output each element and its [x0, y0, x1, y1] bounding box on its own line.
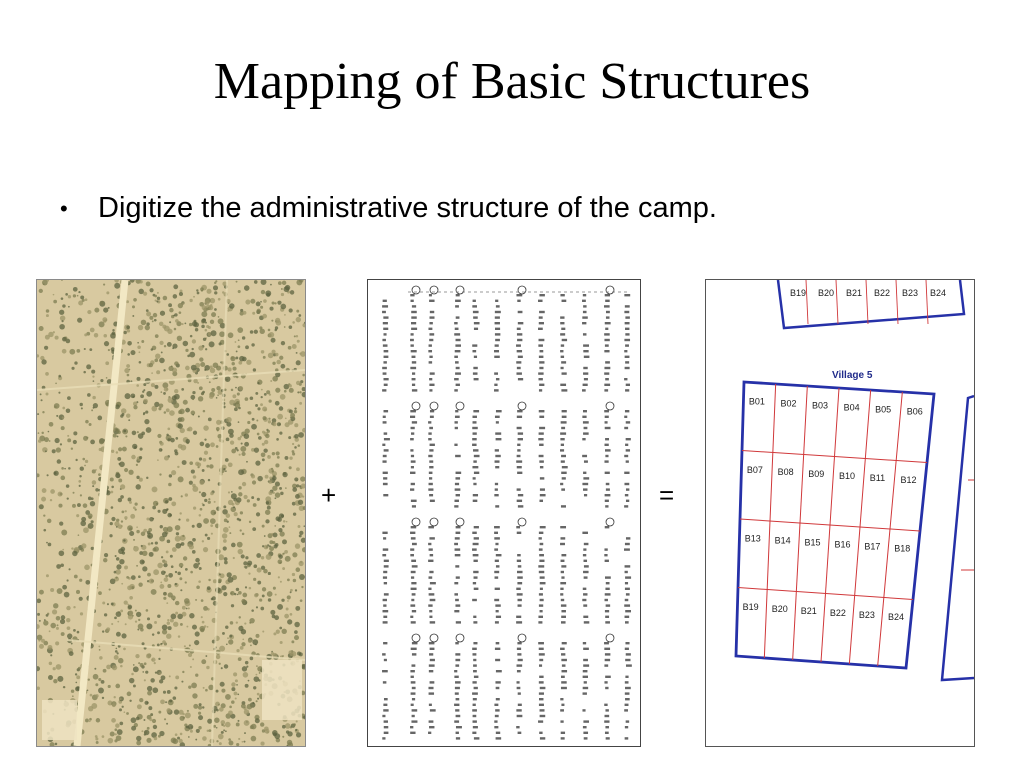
- top-block-label: B22: [874, 288, 891, 298]
- block-label: B02: [780, 398, 797, 409]
- top-block-label: B23: [902, 288, 919, 298]
- bullet-dot-icon: •: [60, 195, 68, 221]
- block-label: B15: [804, 537, 821, 548]
- aerial-photo-image: [37, 280, 305, 746]
- block-label: B23: [858, 609, 875, 620]
- village-label: Village 5: [832, 370, 873, 381]
- block-label: B08: [777, 466, 794, 477]
- block-label: B22: [829, 607, 846, 618]
- top-block-label: B19: [790, 288, 807, 298]
- aerial-photo: [36, 279, 306, 747]
- slide-title: Mapping of Basic Structures: [213, 53, 811, 110]
- block-label: B07: [746, 464, 763, 475]
- block-label: B06: [906, 406, 923, 417]
- block-label: B04: [843, 402, 860, 413]
- sketch-map-image: [368, 280, 640, 746]
- bullet-text: Digitize the administrative structure of the camp.: [98, 192, 717, 224]
- block-label: B24: [888, 611, 905, 622]
- block-label: B16: [834, 539, 851, 550]
- block-label: B14: [774, 535, 791, 546]
- block-label: B05: [875, 404, 892, 415]
- block-label: B21: [800, 605, 817, 616]
- top-block-label: B21: [846, 288, 863, 298]
- bullet-item: [60, 192, 717, 225]
- digitized-map: [705, 279, 975, 747]
- digitized-map-image: [706, 280, 974, 746]
- top-block-label: B24: [930, 288, 947, 298]
- block-label: B13: [744, 533, 761, 544]
- block-label: B09: [808, 468, 825, 479]
- block-label: B03: [812, 400, 829, 411]
- block-label: B19: [742, 601, 759, 612]
- block-label: B20: [771, 603, 788, 614]
- equals-operator: =: [659, 480, 675, 510]
- block-label: B10: [839, 470, 856, 481]
- block-label: B17: [864, 541, 881, 552]
- sketch-map: [367, 279, 641, 747]
- block-label: B01: [748, 396, 765, 407]
- top-block-label: B20: [818, 288, 835, 298]
- block-label: B12: [900, 474, 917, 485]
- block-label: B11: [869, 472, 886, 483]
- block-label: B18: [894, 543, 911, 554]
- plus-operator: +: [321, 480, 337, 510]
